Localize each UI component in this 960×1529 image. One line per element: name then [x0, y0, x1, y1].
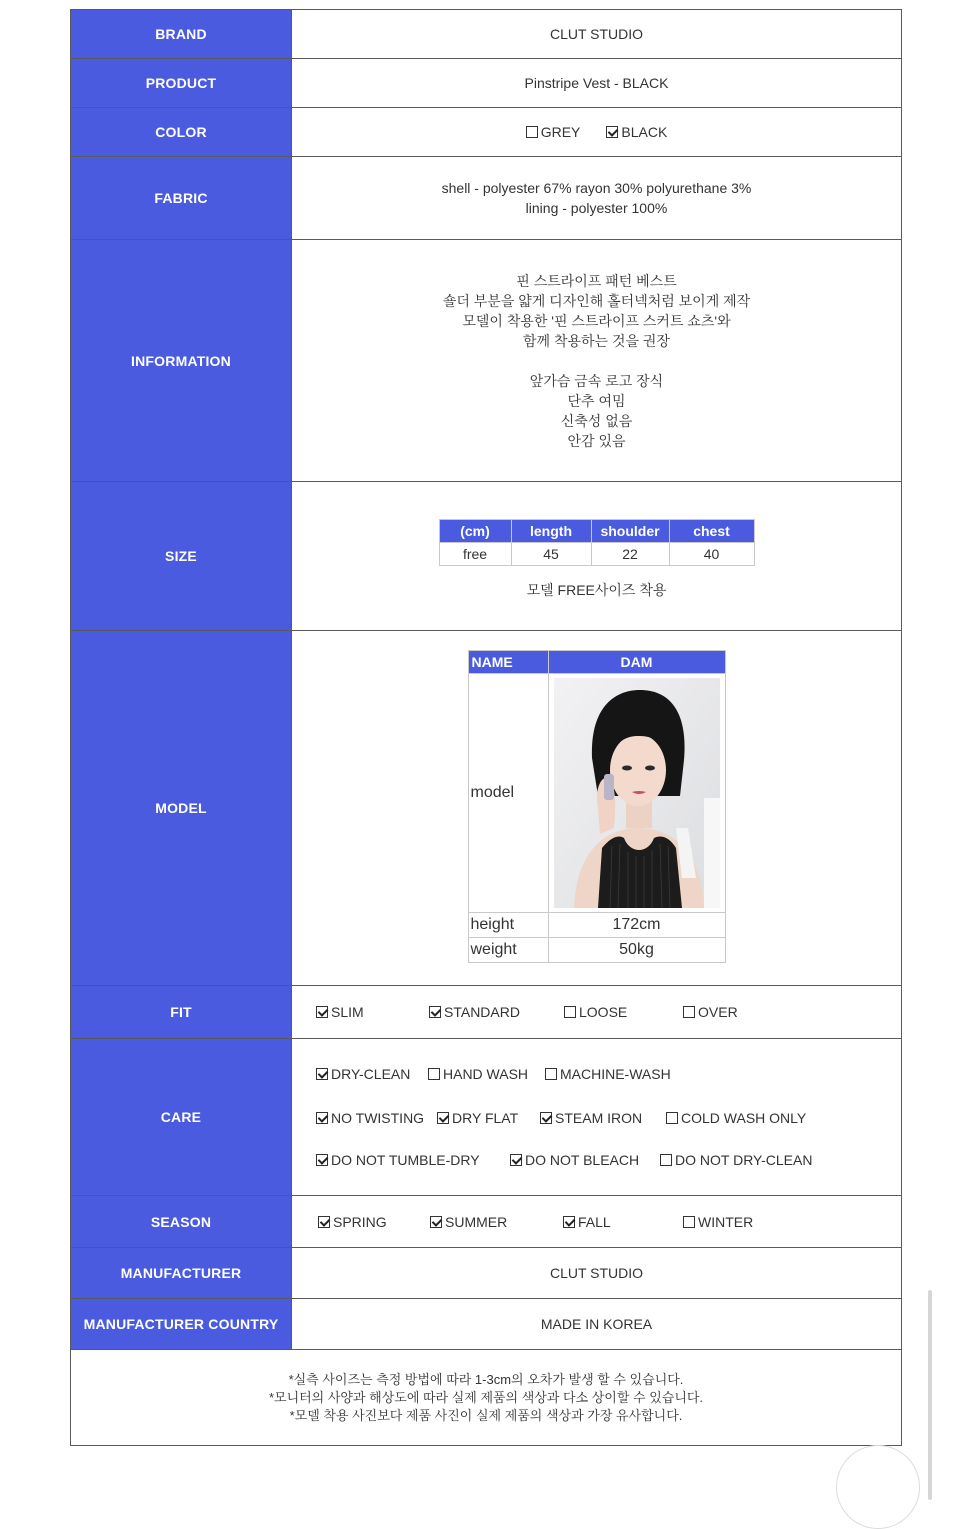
information-label: INFORMATION: [71, 240, 292, 481]
brand-value: CLUT STUDIO: [549, 26, 644, 42]
size-cell: free: [439, 542, 511, 565]
checkbox-icon: [540, 1112, 552, 1124]
note-line: *모델 착용 사진보다 제품 사진이 실제 제품의 색상과 가장 유사합니다.: [289, 1407, 683, 1423]
product-label: PRODUCT: [71, 59, 292, 107]
care-option: [428, 1066, 528, 1082]
color-option-grey: [526, 124, 581, 140]
color-option-black: [606, 124, 667, 140]
country-label: MANUFACTURER COUNTRY: [71, 1299, 292, 1349]
fit-options: [292, 1002, 901, 1022]
row-notes: [71, 1350, 901, 1445]
fit-option-label: OVER: [698, 1004, 738, 1020]
checkbox-icon: [437, 1112, 449, 1124]
info-line: 핀 스트라이프 패턴 베스트: [516, 272, 677, 289]
row-season: [71, 1196, 901, 1248]
size-cell: 40: [669, 542, 754, 565]
season-option-winter: [683, 1214, 753, 1230]
checkbox-icon: [606, 126, 618, 138]
fabric-value: [292, 157, 901, 239]
color-options: [292, 108, 901, 156]
information-value: [292, 240, 901, 481]
checkbox-icon: [316, 1154, 328, 1166]
model-photo-label: model: [468, 674, 548, 913]
checkbox-icon: [564, 1006, 576, 1018]
fit-option-slim: [316, 1004, 364, 1020]
info-line: 앞가슴 금속 로고 장식: [529, 372, 664, 389]
care-option-label: HAND WASH: [443, 1066, 529, 1082]
season-label: SEASON: [71, 1196, 292, 1247]
care-option: [545, 1066, 671, 1082]
row-size: [71, 482, 901, 631]
season-option-summer: [430, 1214, 507, 1230]
model-label: MODEL: [71, 631, 292, 985]
spec-sheet: [70, 9, 902, 1446]
fit-option-loose: [564, 1004, 627, 1020]
model-weight-value: 50kg: [548, 938, 725, 963]
care-option: [666, 1110, 806, 1126]
size-header: shoulder: [591, 519, 669, 542]
floating-button[interactable]: [836, 1445, 920, 1529]
checkbox-icon: [666, 1112, 678, 1124]
fit-option-label: STANDARD: [444, 1004, 520, 1020]
note-line: *모니터의 사양과 해상도에 따라 실제 제품의 색상과 다소 상이할 수 있습니다.: [268, 1389, 704, 1405]
row-country: [71, 1299, 901, 1350]
checkbox-icon: [316, 1068, 328, 1080]
season-option-fall: [563, 1214, 611, 1230]
scrollbar[interactable]: [928, 1290, 932, 1500]
row-information: [71, 240, 901, 482]
model-value: [292, 631, 901, 985]
season-options: [292, 1212, 901, 1232]
size-value: [292, 482, 901, 630]
care-option: [437, 1110, 518, 1126]
model-weight-label: weight: [468, 938, 548, 963]
checkbox-icon: [316, 1112, 328, 1124]
care-option-label: DO NOT BLEACH: [525, 1152, 640, 1168]
fit-option-label: SLIM: [331, 1004, 364, 1020]
manufacturer-label: MANUFACTURER: [71, 1248, 292, 1298]
fit-label: FIT: [71, 986, 292, 1038]
model-photo-illustration: [554, 678, 720, 908]
care-row-3: [292, 1150, 901, 1170]
info-line: 안감 있음: [567, 432, 626, 449]
info-line: 숄더 부분을 얇게 디자인해 홀터넥처럼 보이게 제작: [442, 292, 751, 309]
care-option: [316, 1066, 410, 1082]
size-note: 모델 FREE사이즈 착용: [526, 581, 667, 598]
care-option-label: STEAM IRON: [555, 1110, 643, 1126]
checkbox-icon: [563, 1216, 575, 1228]
info-line: 함께 착용하는 것을 권장: [523, 332, 670, 349]
checkbox-icon: [683, 1216, 695, 1228]
size-header: (cm): [439, 519, 511, 542]
checkbox-icon: [318, 1216, 330, 1228]
size-header: chest: [669, 519, 754, 542]
checkbox-icon: [545, 1068, 557, 1080]
brand-label: BRAND: [71, 10, 292, 58]
fit-option-standard: [429, 1004, 520, 1020]
care-row-2: [292, 1108, 901, 1128]
care-value: [292, 1039, 901, 1195]
size-cell: 45: [511, 542, 591, 565]
care-option-label: COLD WASH ONLY: [681, 1110, 807, 1126]
care-option-label: DO NOT DRY-CLEAN: [675, 1152, 813, 1168]
color-option-label: BLACK: [621, 124, 668, 140]
info-line: 모델이 착용한 '핀 스트라이프 스커트 쇼츠'와: [462, 312, 731, 329]
care-row-1: [292, 1064, 901, 1084]
row-fabric: [71, 157, 901, 240]
fabric-lining: lining - polyester 100%: [525, 200, 668, 216]
season-option-label: SPRING: [333, 1213, 387, 1230]
care-option: [316, 1110, 424, 1126]
product-value: Pinstripe Vest - BLACK: [524, 75, 669, 91]
season-option-label: FALL: [578, 1213, 611, 1230]
model-height-label: height: [468, 913, 548, 938]
care-option-label: DRY FLAT: [452, 1110, 519, 1126]
care-option-label: NO TWISTING: [331, 1110, 425, 1126]
checkbox-icon: [428, 1068, 440, 1080]
model-photo-cell: [548, 674, 725, 913]
row-manufacturer: [71, 1248, 901, 1299]
checkbox-icon: [660, 1154, 672, 1166]
checkbox-icon: [526, 126, 538, 138]
row-brand: [71, 10, 901, 59]
model-table: [468, 650, 726, 963]
size-label: SIZE: [71, 482, 292, 630]
size-cell: 22: [591, 542, 669, 565]
manufacturer-value: CLUT STUDIO: [549, 1265, 644, 1281]
size-notes: [269, 1371, 703, 1425]
season-option-label: SUMMER: [445, 1213, 508, 1230]
checkbox-icon: [510, 1154, 522, 1166]
fit-option-label: LOOSE: [579, 1004, 628, 1020]
season-option-label: WINTER: [698, 1213, 754, 1230]
fabric-shell: shell - polyester 67% rayon 30% polyurethane 3%: [441, 180, 752, 196]
note-line: *실측 사이즈는 측정 방법에 따라 1-3cm의 오차가 발생 할 수 있습니다.: [288, 1371, 684, 1387]
row-fit: [71, 986, 901, 1039]
country-value: MADE IN KOREA: [540, 1316, 653, 1332]
care-option-label: DO NOT TUMBLE-DRY: [331, 1152, 480, 1168]
size-table: [439, 519, 755, 566]
info-line: 신축성 없음: [560, 412, 633, 429]
model-name-value: DAM: [548, 651, 725, 674]
size-header: length: [511, 519, 591, 542]
care-option: [510, 1152, 639, 1168]
fit-option-over: [683, 1004, 738, 1020]
season-option-spring: [318, 1214, 387, 1230]
care-option: [540, 1110, 642, 1126]
model-photo: [554, 678, 720, 908]
color-option-label: GREY: [540, 124, 581, 140]
checkbox-icon: [683, 1006, 695, 1018]
row-color: [71, 108, 901, 157]
info-line: 단추 여밈: [567, 392, 626, 409]
color-label: COLOR: [71, 108, 292, 156]
fabric-label: FABRIC: [71, 157, 292, 239]
checkbox-icon: [316, 1006, 328, 1018]
model-height-value: 172cm: [548, 913, 725, 938]
row-model: [71, 631, 901, 986]
care-option: [660, 1152, 812, 1168]
fit-value: [292, 986, 901, 1038]
season-value: [292, 1196, 901, 1247]
row-care: [71, 1039, 901, 1196]
care-option-label: DRY-CLEAN: [331, 1066, 411, 1082]
info-spacer: [443, 351, 750, 371]
care-option: [316, 1152, 480, 1168]
row-product: [71, 59, 901, 108]
care-label: CARE: [71, 1039, 292, 1195]
care-option-label: MACHINE-WASH: [560, 1066, 671, 1082]
checkbox-icon: [430, 1216, 442, 1228]
model-name-header: NAME: [468, 651, 548, 674]
checkbox-icon: [429, 1006, 441, 1018]
